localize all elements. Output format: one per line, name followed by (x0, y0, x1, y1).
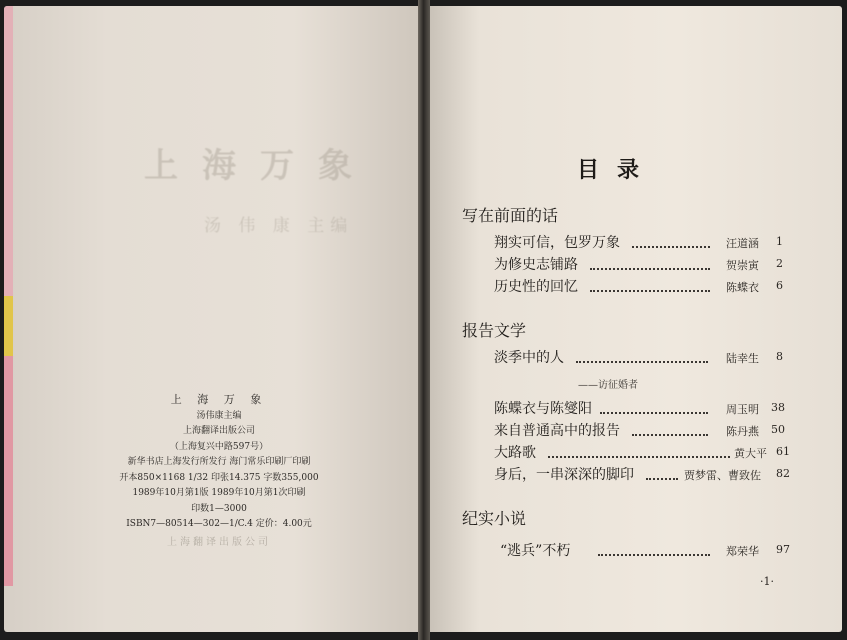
leader-dots (576, 361, 708, 363)
toc-entry-author: 汪道涵 (726, 237, 759, 250)
imprint-block (119, 392, 319, 550)
toc-entry-title: 来自普通高中的报告 (494, 423, 620, 439)
imprint-format: 开本850×1168 1/32 印张14.375 字数355,000 (119, 472, 319, 483)
toc-entry-author: 陆幸生 (726, 352, 759, 365)
leader-dots (600, 412, 708, 414)
toc-entry-title: “逃兵”不朽 (500, 543, 571, 559)
contents-title: 目录 (577, 157, 658, 183)
copyright-page (4, 6, 418, 632)
show-through-editor: 汤 伟 康 主编 (204, 216, 354, 236)
leader-dots (548, 456, 730, 458)
imprint-print-run: 印数1—3000 (191, 503, 247, 514)
section-heading-documentary-fiction: 纪实小说 (462, 509, 527, 528)
toc-entry-page: 1 (776, 235, 783, 248)
toc-entry-title: 淡季中的人 (494, 350, 564, 366)
leader-dots (598, 554, 710, 556)
imprint-publisher: 上海翻译出版公司 (182, 426, 255, 436)
leader-dots (646, 478, 678, 480)
toc-entry-page: 50 (771, 423, 785, 436)
toc-entry-title: 为修史志铺路 (494, 257, 578, 273)
show-through-title: 上海万象 (144, 146, 376, 186)
toc-entry-author: 郑荣华 (726, 545, 759, 558)
leader-dots (590, 268, 710, 270)
toc-entry-title: 大路歌 (494, 445, 536, 461)
section-heading-reportage: 报告文学 (462, 321, 527, 340)
toc-entry-author: 黄大平 (734, 447, 767, 460)
leader-dots (590, 290, 710, 292)
toc-entry-page: 8 (776, 350, 783, 363)
pink-edge-strip (4, 6, 13, 306)
toc-entry-page: 82 (776, 467, 790, 480)
toc-entry-title: 翔实可信，包罗万象 (494, 235, 620, 251)
red-edge-strip (4, 356, 13, 586)
toc-entry-title: 陈蝶衣与陈燮阳 (494, 401, 592, 417)
toc-entry-page: 61 (776, 445, 790, 458)
page-folio: ·1· (760, 575, 774, 588)
toc-entry-page: 2 (776, 257, 783, 270)
yellow-edge-strip (4, 296, 13, 356)
imprint-address: （上海复兴中路597号） (169, 441, 269, 452)
toc-entry-title: 历史性的回忆 (494, 279, 578, 295)
imprint-book-title: 上 海 万 象 (170, 393, 268, 406)
toc-entry-author: 贺崇寅 (726, 259, 759, 272)
toc-entry-page: 6 (776, 279, 783, 292)
toc-entry-author: 周玉明 (726, 403, 759, 416)
toc-entry-author: 陈蝶衣 (726, 281, 759, 294)
imprint-isbn: ISBN7—80514—302—1/C.4 定价：4.00元 (126, 519, 312, 529)
section-heading-foreword: 写在前面的话 (462, 206, 559, 225)
imprint-distribution: 新华书店上海发行所发行 海门常乐印刷厂印刷 (127, 457, 311, 467)
book-spine (418, 0, 430, 640)
imprint-edition: 1989年10月第1版 1989年10月第1次印刷 (132, 488, 306, 498)
toc-entry-page: 97 (776, 543, 790, 556)
imprint-editor: 汤伟康主编 (196, 410, 242, 421)
leader-dots (632, 246, 710, 248)
leader-dots (632, 434, 708, 436)
toc-entry-author: 陈丹燕 (726, 425, 759, 438)
toc-entry-title: 身后，一串深深的脚印 (494, 467, 634, 483)
publisher-stamp: 上海翻译出版公司 (167, 536, 271, 548)
toc-entry-page: 38 (771, 401, 785, 414)
toc-entry-author: 贾梦雷、曹致佐 (684, 469, 761, 482)
entry-subtitle: ——访征婚者 (578, 380, 638, 391)
